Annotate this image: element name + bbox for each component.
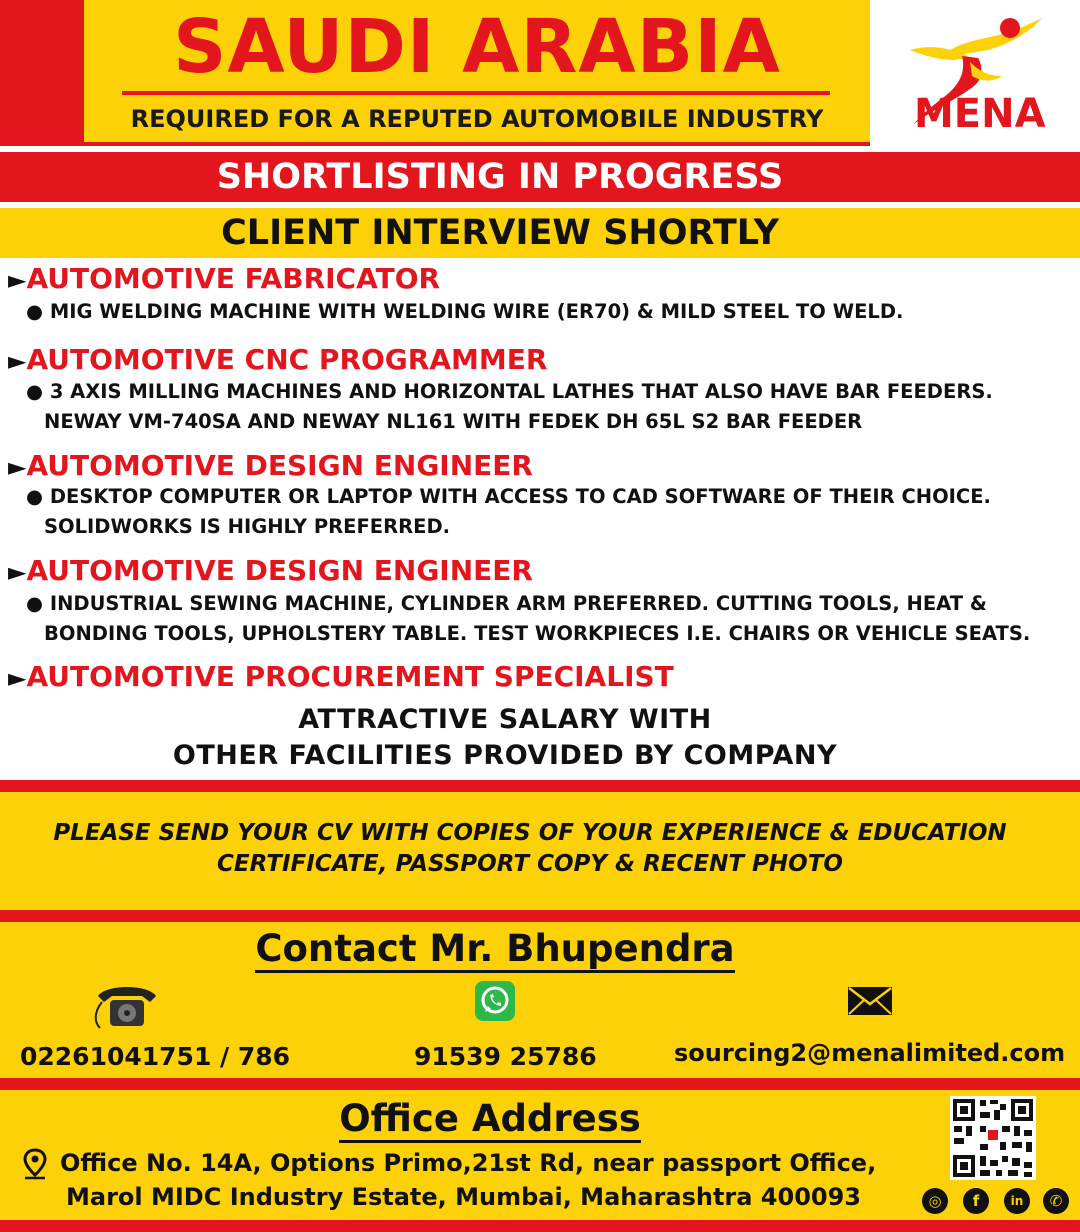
whatsapp-social-icon[interactable]: ✆	[1043, 1188, 1069, 1214]
telephone-icon	[92, 982, 162, 1030]
job-title: ►AUTOMOTIVE FABRICATOR	[8, 262, 441, 295]
divider-band	[0, 1078, 1080, 1090]
whatsapp-number[interactable]: 91539 25786	[414, 1042, 597, 1071]
logo-text: MENA	[914, 91, 1046, 137]
header-divider	[84, 142, 870, 146]
instagram-icon[interactable]: ◎	[922, 1188, 948, 1214]
job-title: ►AUTOMOTIVE CNC PROGRAMMER	[8, 343, 548, 376]
triangle-bullet-icon: ►	[8, 453, 27, 481]
job-title: ►AUTOMOTIVE PROCUREMENT SPECIALIST	[8, 660, 674, 693]
qr-code[interactable]	[950, 1096, 1036, 1180]
email-address[interactable]: sourcing2@menalimited.com	[674, 1039, 1066, 1067]
header-red-block	[0, 0, 84, 146]
office-heading: Office Address	[0, 1096, 980, 1142]
triangle-bullet-icon: ►	[8, 558, 27, 586]
divider-band	[0, 780, 1080, 792]
job-description: ● DESKTOP COMPUTER OR LAPTOP WITH ACCESS TO CAD SOFTWARE OF THEIR CHOICE. SOLIDWORKS IS HIGHLY PREFERRED.	[26, 485, 991, 538]
address-line-1: Office No. 14A, Options Primo,21st Rd, near passport Office,	[60, 1149, 877, 1177]
whatsapp-icon	[474, 980, 516, 1022]
cv-instructions: PLEASE SEND YOUR CV WITH COPIES OF YOUR EXPERIENCE & EDUCATION CERTIFICATE, PASSPORT COPY & RECENT PHOTO	[53, 820, 1007, 877]
triangle-bullet-icon: ►	[8, 347, 27, 375]
triangle-bullet-icon: ►	[8, 266, 27, 294]
phone-number[interactable]: 02261041751 / 786	[20, 1042, 291, 1071]
page-subtitle: REQUIRED FOR A REPUTED AUTOMOBILE INDUSTRY	[130, 105, 824, 133]
envelope-icon	[847, 986, 893, 1016]
job-description: ● INDUSTRIAL SEWING MACHINE, CYLINDER ARM PREFERRED. CUTTING TOOLS, HEAT & BONDING TOOLS, UPHOLSTERY TABLE. TEST WORKPIECES I.E. CHAIRS OR VEHICLE SEATS.	[26, 592, 1031, 645]
triangle-bullet-icon: ►	[8, 664, 27, 692]
title-underline	[122, 91, 830, 95]
divider-band	[0, 910, 1080, 922]
linkedin-icon[interactable]: in	[1004, 1188, 1030, 1214]
salary-note: ATTRACTIVE SALARY WITH OTHER FACILITIES PROVIDED BY COMPANY	[172, 704, 838, 771]
status-text: SHORTLISTING IN PROGRESS	[216, 157, 784, 197]
dot-bullet-icon: ●	[26, 300, 50, 323]
job-description: ● 3 AXIS MILLING MACHINES AND HORIZONTAL LATHES THAT ALSO HAVE BAR FEEDERS. NEWAY VM-740SA AND NEWAY NL161 WITH FEDEK DH 65L S2 BAR FEEDER	[26, 380, 993, 433]
job-title: ►AUTOMOTIVE DESIGN ENGINEER	[8, 449, 533, 482]
dot-bullet-icon: ●	[26, 380, 50, 403]
page-title: SAUDI ARABIA	[173, 4, 781, 90]
footer-band	[0, 1220, 1080, 1232]
job-description: ● MIG WELDING MACHINE WITH WELDING WIRE (ER70) & MILD STEEL TO WELD.	[26, 300, 904, 323]
dot-bullet-icon: ●	[26, 592, 50, 615]
location-pin-icon	[22, 1148, 48, 1180]
job-title: ►AUTOMOTIVE DESIGN ENGINEER	[8, 554, 533, 587]
dot-bullet-icon: ●	[26, 485, 50, 508]
address-line-2: Marol MIDC Industry Estate, Mumbai, Maharashtra 400093	[66, 1183, 861, 1211]
facebook-icon[interactable]: f	[963, 1188, 989, 1214]
contact-heading: Contact Mr. Bhupendra	[0, 926, 990, 972]
interview-text: CLIENT INTERVIEW SHORTLY	[221, 213, 779, 253]
